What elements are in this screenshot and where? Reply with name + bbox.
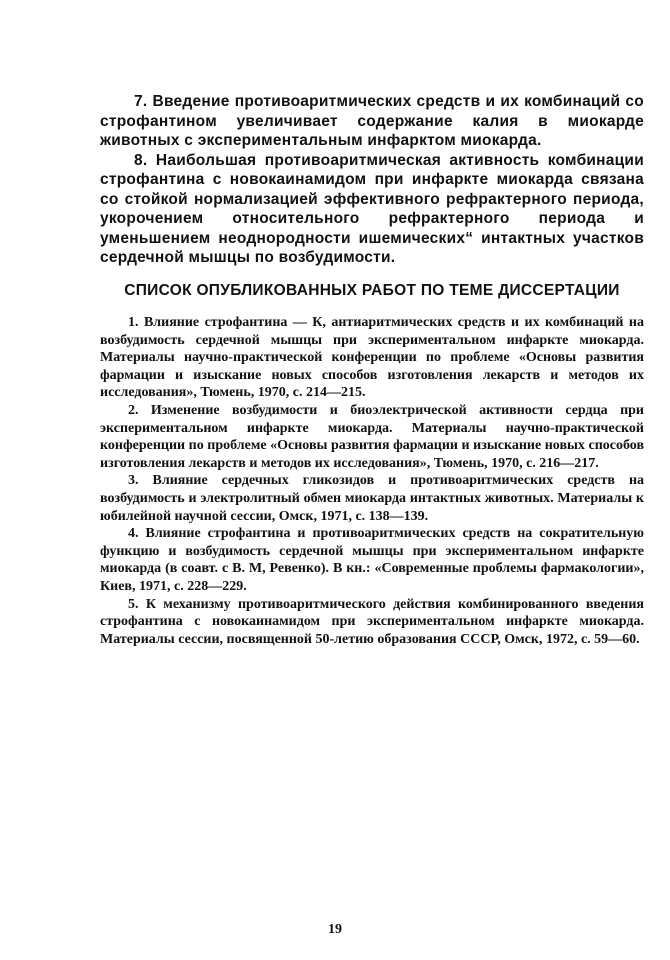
- conclusion-number: 7.: [134, 93, 148, 110]
- conclusion-text: Введение противоаритмических средств и их комбинаций со строфантином увеличивает содержание калия в миокарде животных с экспериментальным инфарктом миокарда.: [100, 93, 644, 149]
- publication-number: 4.: [128, 526, 139, 542]
- publication-number: 2.: [128, 402, 139, 418]
- publication-text: Изменение возбудимости и биоэлектрической активности сердца при экспериментальном инфаркте миокарда. Материалы научно-практической конференции по проблеме «Основы развития фармации и изыскание новых способов изготовления лекарств и методов их исследования», Тюмень, 1970, с. 216—217.: [100, 402, 644, 471]
- conclusion-number: 8.: [134, 151, 148, 169]
- publication-text: Влияние сердечных гликозидов и противоаритмических средств на возбудимость и электролитный обмен миокарда интактных животных. Материалы к юбилейной научной сессии, Омск, 1971, с. 138—139.: [100, 473, 645, 524]
- publication-text: Влияние строфантина и противоаритмических средств на сократительную функцию и возбудимость сердечной мышцы при экспериментальном инфаркте миокарда (в соавт. с В. М, Ревенко). В кн.: «Современные проблемы фармакологии», Киев, 1971, с. 228—229.: [100, 526, 645, 594]
- conclusion-item-8: [100, 151, 644, 268]
- publication-text: К механизму противоаритмического действия комбинированного введения строфантина с новокаинамидом при экспериментальном инфаркте миокарда. Материалы сессии, посвященной 50-летию образования СССР, Омск, 1972, с. 59—60.: [100, 596, 644, 647]
- publication-text: Влияние строфантина — К, антиаритмических средств и их комбинаций на возбудимость сердечной мышцы при экспериментальном инфаркте миокарда. Материалы научно-практической конференции по проблеме «Основы развития фармации и изыскание новых способов изготовления лекарств и методов их исследования», Тюмень, 1970, с. 214—215.: [100, 315, 645, 401]
- publications-list: [100, 314, 644, 648]
- publication-item: [100, 472, 644, 525]
- conclusion-item-7: [100, 92, 644, 151]
- conclusions-block: [100, 92, 644, 268]
- publication-item: [100, 525, 644, 595]
- section-title: СПИСОК ОПУБЛИКОВАННЫХ РАБОТ ПО ТЕМЕ ДИССЕРТАЦИИ: [124, 282, 620, 299]
- publication-number: 3.: [128, 473, 139, 489]
- page-number: 19: [328, 922, 342, 937]
- conclusion-text: Наибольшая противоаритмическая активность комбинации строфантина с новокаинамидом при инфаркте миокарда связана со стойкой нормализацией эффективного рефрактерного периода, укорочением относительного рефрактерного периода и уменьшением неоднородности ишемических“ интактных участков сердечной мышцы по возбудимости.: [100, 151, 644, 266]
- publication-item: [100, 596, 644, 649]
- publication-item: [100, 402, 644, 472]
- publication-number: 5.: [128, 596, 139, 612]
- publication-number: 1.: [128, 315, 139, 330]
- publication-item: [100, 314, 644, 402]
